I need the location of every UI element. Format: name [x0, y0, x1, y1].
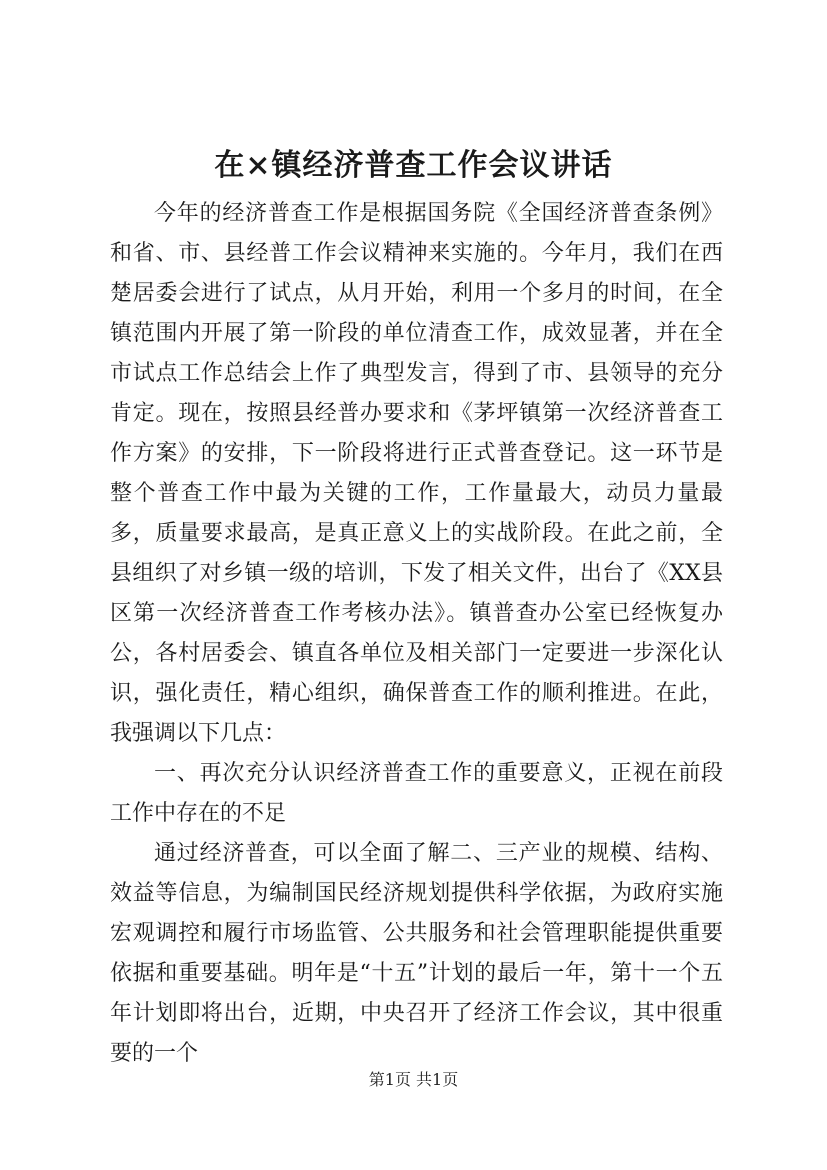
paragraph-intro: 今年的经济普查工作是根据国务院《全国经济普查条例》和省、市、县经普工作会议精神来实施的。今年月，我们在西楚居委会进行了试点，从月开始，利用一个多月的时间，在全镇范围内开展了第一阶段的单位清查工作，成效显著，并在全市试点工作总结会上作了典型发言，得到了市、县领导的充分肯定。现在，按照县经普办要求和《茅坪镇第一次经济普查工作方案》的安排，下一阶段将进行正式普查登记。这一环节是整个普查工作中最为关键的工作，工作量最大，动员力量最多，质量要求最高，是真正意义上的实战阶段。在此之前，全县组织了对乡镇一级的培训，下发了相关文件，出台了《XX县区第一次经济普查工作考核办法》。镇普查办公室已经恢复办公，各村居委会、镇直各单位及相关部门一定要进一步深化认识，强化责任，精心组织，确保普查工作的顺利推进。在此，我强调以下几点：: [110, 201, 723, 746]
document-title: 在×镇经济普查工作会议讲话: [214, 148, 613, 183]
page-number-footer: 第1页 共1页: [368, 1070, 459, 1089]
document-body: [110, 194, 723, 1074]
paragraph-heading-one: 一、再次充分认识经济普查工作的重要意义，正视在前段工作中存在的不足: [110, 761, 723, 826]
paragraph-economic-census: 通过经济普查，可以全面了解二、三产业的规模、结构、效益等信息，为编制国民经济规划提供科学依据，为政府实施宏观调控和履行市场监管、公共服务和社会管理职能提供重要依据和重要基础。明年是“十五”计划的最后一年，第十一个五年计划即将出台，近期，中央召开了经济工作会议，其中很重要的一个: [110, 841, 723, 1066]
